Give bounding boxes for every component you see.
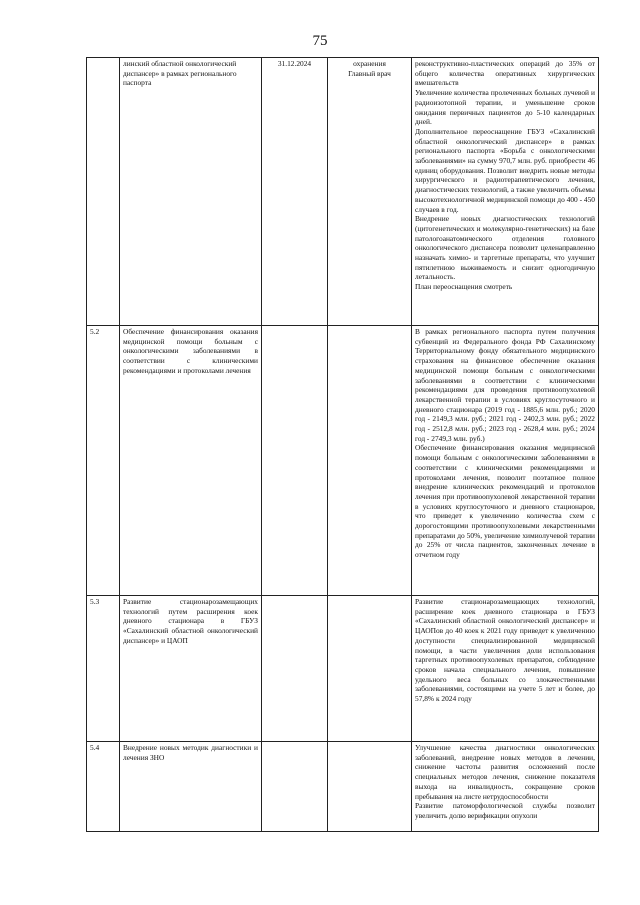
table-row (87, 596, 599, 742)
measure-name: Развитие стационарозамещающих технологий путем расширения коек дневного стационара в ГБУЗ «Сахалинский областной онкологический диспансер» и ЦАОП (120, 596, 262, 742)
result-paragraph: реконструктивно-пластических операций до 35% от общего количества оперативных хирургических вмешательств (415, 59, 595, 88)
expected-result (412, 326, 599, 596)
responsible-text: охранения Главный врач (348, 59, 391, 78)
result-paragraph: Улучшение качества диагностики онкологических заболеваний, внедрение новых методов в лечении, снижение частоты развития осложнений после специальных методов лечения, снижение показателя выхода на инвалидность, сокращение сроков пребывания на листе нетрудоспособности (415, 743, 595, 801)
result-paragraph: Дополнительное переоснащение ГБУЗ «Сахалинский областной онкологический диспансер» в рамках регионального паспорта «Борьба с онкологическими заболеваниями» на сумму 970,7 млн. руб. приобрести 46 единиц оборудования. Позволит внедрить новые методы хирургического и радиотерапевтического лечения, диагностических технологий, а также увеличить объемы высокотехнологичной медицинской помощи до 400 - 450 случаев в год. (415, 126, 595, 214)
measure-name: Внедрение новых методик диагностики и лечения ЗНО (120, 742, 262, 832)
expected-result (412, 58, 599, 326)
plan-table (86, 57, 599, 832)
table-row (87, 326, 599, 596)
result-paragraph: Увеличение количества пролеченных больных лучевой и радиоизотопной терапии, и уменьшение сроков ожидания первичных пациентов до 5-10 календарных дней. (415, 88, 595, 127)
row-number (87, 58, 120, 326)
row-number: 5.2 (87, 326, 120, 596)
row-number: 5.4 (87, 742, 120, 832)
expected-result (412, 596, 599, 742)
deadline (262, 326, 328, 596)
result-paragraph: Развитие стационарозамещающих технологий, расширение коек дневного стационара в ГБУЗ «Сахалинский областной онкологический диспансер» и ЦАОПов до 40 коек к 2021 году приведет к увеличению доступности специализированной медицинской помощи, в части увеличения доли использования таргетных противоопухолевых препаратов, соблюдение сроков начала специального лечения, повышение удельного веса больных со злокачественными заболеваниями, состоящими на учете 5 лет и более, до 57,8% к 2024 году (415, 597, 595, 704)
result-paragraph: Внедрение новых диагностических технологий (цитогенетических и молекулярно-генетических) на базе патологоанатомического отделения головного онкологического диспансера позволит целенаправленно назначать химио- и таргетные препараты, что улучшит пятилетнюю выживаемость и снизит одногодичную летальность. (415, 214, 595, 282)
row-number: 5.3 (87, 596, 120, 742)
expected-result (412, 742, 599, 832)
page-number: 75 (312, 33, 328, 49)
result-paragraph: План переоснащения смотреть (415, 282, 513, 292)
responsible (328, 326, 412, 596)
responsible (328, 596, 412, 742)
measure-name: Обеспечение финансирования оказания медицинской помощи больным с онкологическими заболеваниями в соответствии с клиническими рекомендациями и протоколами лечения (120, 326, 262, 596)
deadline (262, 742, 328, 832)
result-paragraph: Обеспечение финансирования оказания медицинской помощи больным с онкологическими заболеваниями в соответствии с клиническими рекомендациями и протоколами лечения, позволит поэтапное полное внедрение клинических рекомендаций и протоколов лечения при противоопухолевой лекарственной терапии в условиях круглосуточного и дневного стационаров, что приведет к увеличению количества схем с дорогостоящими противоопухолевыми лекарственными препаратами до 50%, увеличение химиолучевой терапии до 25% от числа пациентов, законченных лечение в отчетном году (415, 443, 595, 560)
deadline (262, 596, 328, 742)
table-row (87, 58, 599, 326)
deadline: 31.12.2024 (262, 58, 328, 326)
responsible (328, 58, 412, 326)
measure-name: линский областной онкологический диспансер» в рамках регионального паспорта (120, 58, 262, 326)
result-paragraph: В рамках регионального паспорта путем получения субвенций из Федерального фонда РФ Сахалинскому Территориальному фонду обязательного медицинского страхования на финансовое обеспечение оказания медицинской помощи больным с онкологическими заболеваниями в соответствии с клиническими рекомендациями для проведения противоопухолевой лекарственной терапии в условиях круглосуточного и дневного стационара (2019 год - 1885,6 млн. руб.; 2020 год - 2149,3 млн. руб.; 2021 год - 2402,3 млн. руб.; 2022 год - 2512,8 млн. руб.; 2023 год - 2628,4 млн. руб.; 2024 год - 2749,3 млн. руб.) (415, 327, 595, 443)
result-paragraph: Развитие патоморфологической службы позволит увеличить долю верификации опухоли (415, 801, 595, 820)
table-row (87, 742, 599, 832)
responsible (328, 742, 412, 832)
